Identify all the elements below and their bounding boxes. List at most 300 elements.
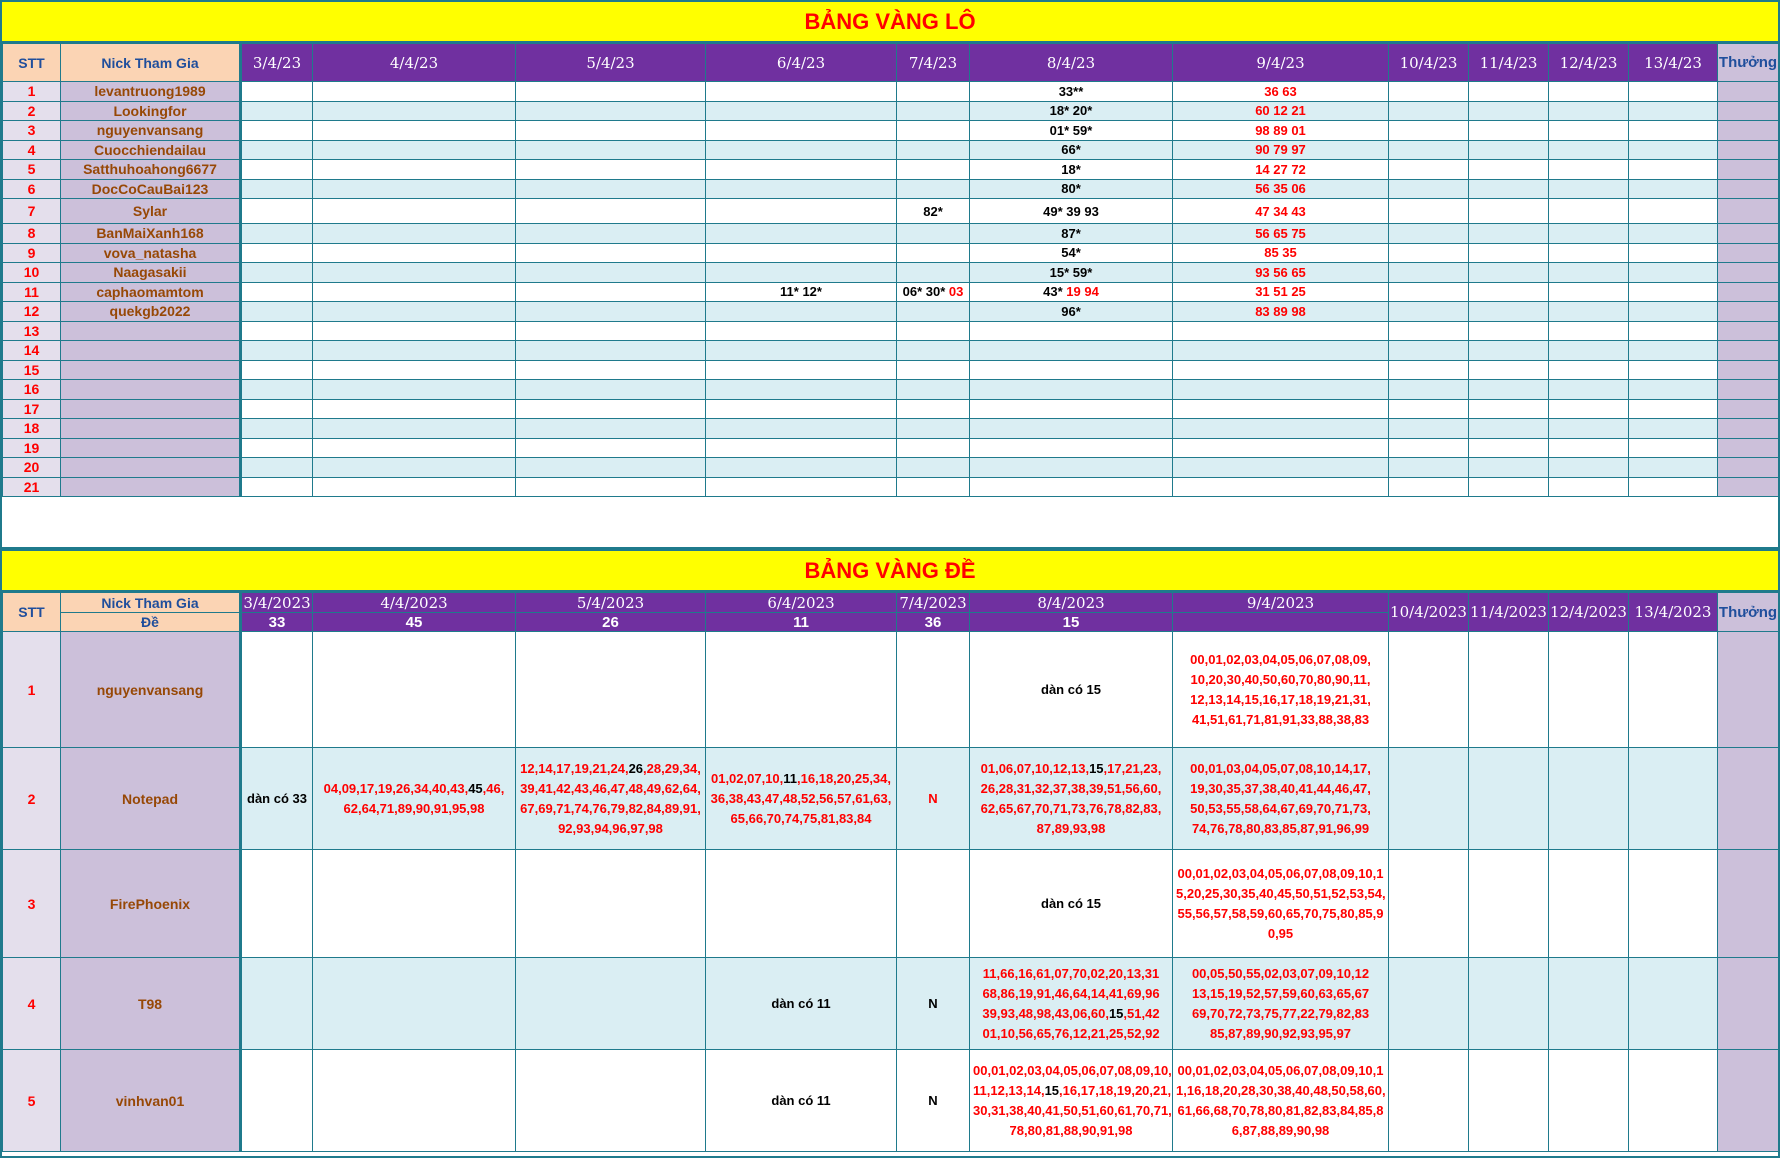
entry-cell [1389, 321, 1469, 341]
stt-cell: 5 [3, 160, 61, 180]
entry-cell [241, 101, 313, 121]
entry-cell [1469, 419, 1549, 439]
nick-cell [61, 321, 241, 341]
stt-cell: 19 [3, 438, 61, 458]
stt-cell: 14 [3, 341, 61, 361]
date-header: 6/4/23 [706, 44, 897, 82]
de-result-value: 36 [897, 613, 970, 632]
entry-cell [1469, 302, 1549, 322]
entry-cell [241, 321, 313, 341]
entry-cell [1629, 458, 1718, 478]
entry-cell [706, 243, 897, 263]
lo-header-row [3, 44, 1779, 82]
entry-cell [706, 380, 897, 400]
entry-cell [1173, 321, 1389, 341]
entry-cell [313, 958, 516, 1050]
entry-cell [897, 82, 970, 102]
entry-cell [313, 341, 516, 361]
nick-cell: Satthuhoahong6677 [61, 160, 241, 180]
stt-cell: 3 [3, 850, 61, 958]
entry-cell [241, 179, 313, 199]
entry-cell [1629, 101, 1718, 121]
date-header: 9/4/2023 [1173, 593, 1389, 613]
entry-cell [241, 1050, 313, 1152]
entry-cell [241, 360, 313, 380]
number-text: 12,14,17,19,21,24, [520, 760, 629, 776]
entry-cell: N [897, 748, 970, 850]
entry-cell [1549, 419, 1629, 439]
number-list-cell [1173, 1050, 1389, 1152]
entry-cell [706, 458, 897, 478]
entry-cell [1549, 224, 1629, 244]
lo-sheet [0, 0, 1780, 549]
number-list-cell [706, 748, 897, 850]
entry-cell [313, 82, 516, 102]
entry-cell [1549, 399, 1629, 419]
entry-cell [1629, 399, 1718, 419]
entry-cell [516, 101, 706, 121]
entry-cell [1389, 302, 1469, 322]
number-line: 13,15,19,52,57,59,60,63,65,67 [1191, 985, 1370, 1001]
number-text: 39,93,48,98,43,06,60, [982, 1005, 1109, 1021]
entry-cell [970, 321, 1173, 341]
entry-cell [1469, 243, 1549, 263]
entry-cell [706, 341, 897, 361]
entry-cell [1173, 263, 1389, 283]
entry-text: 87* [1061, 225, 1081, 241]
thuong-cell [1718, 179, 1779, 199]
entry-cell [970, 341, 1173, 361]
entry-cell [1173, 380, 1389, 400]
entry-cell [1629, 263, 1718, 283]
number-line: 0,95 [1267, 925, 1294, 941]
entry-cell [706, 179, 897, 199]
entry-cell [241, 632, 313, 748]
de-row [3, 632, 1779, 748]
nick-cell: vinhvan01 [61, 1050, 241, 1152]
stt-cell: 15 [3, 360, 61, 380]
entry-cell [1469, 1050, 1549, 1152]
lo-row [3, 179, 1779, 199]
nick-cell: quekgb2022 [61, 302, 241, 322]
entry-cell [1389, 380, 1469, 400]
nick-cell: DocCoCauBai123 [61, 179, 241, 199]
entry-cell [516, 140, 706, 160]
lo-row [3, 199, 1779, 224]
entry-cell [313, 199, 516, 224]
entry-cell [241, 380, 313, 400]
lo-row [3, 140, 1779, 160]
thuong-cell [1718, 850, 1779, 958]
entry-cell [1389, 243, 1469, 263]
number-line: 85,87,89,90,92,93,95,97 [1210, 1025, 1351, 1041]
entry-cell [1389, 121, 1469, 141]
entry-cell [1549, 360, 1629, 380]
date-header: 4/4/23 [313, 44, 516, 82]
entry-cell [897, 263, 970, 283]
thuong-cell [1718, 224, 1779, 244]
lo-row [3, 263, 1779, 283]
entry-cell [1389, 748, 1469, 850]
entry-cell [241, 477, 313, 497]
nick-cell [61, 419, 241, 439]
number-text: ,28,29,34, [643, 760, 701, 776]
entry-cell [1173, 477, 1389, 497]
entry-cell [516, 302, 706, 322]
entry-cell [1549, 341, 1629, 361]
number-line: 00,01,02,03,04,05,06,07,08,09, [1190, 651, 1371, 667]
nick-cell: Sylar [61, 199, 241, 224]
entry-cell [313, 263, 516, 283]
entry-cell [1549, 101, 1629, 121]
entry-cell [516, 179, 706, 199]
entry-text: 56 65 75 [1255, 225, 1306, 241]
nick-cell: levantruong1989 [61, 82, 241, 102]
entry-cell [1173, 160, 1389, 180]
de-row [3, 748, 1779, 850]
entry-text: 11* 12* [780, 284, 822, 300]
entry-cell [1469, 101, 1549, 121]
entry-cell [241, 199, 313, 224]
entry-cell [897, 243, 970, 263]
stt-cell: 20 [3, 458, 61, 478]
entry-cell [1629, 302, 1718, 322]
entry-cell [1389, 160, 1469, 180]
entry-cell [241, 458, 313, 478]
nick-header: Nick Tham Gia [61, 44, 241, 82]
stt-cell: 18 [3, 419, 61, 439]
entry-cell [897, 477, 970, 497]
entry-cell [1629, 477, 1718, 497]
entry-cell [1469, 380, 1549, 400]
lo-row [3, 302, 1779, 322]
entry-cell [1173, 302, 1389, 322]
number-line: 87,89,93,98 [1036, 820, 1106, 836]
de-header-row [3, 593, 1779, 613]
entry-cell [1549, 82, 1629, 102]
number-text: ,16,18,20,25,34, [797, 770, 892, 786]
nick-cell: FirePhoenix [61, 850, 241, 958]
entry-cell [1469, 160, 1549, 180]
entry-text: 66* [1061, 142, 1081, 158]
entry-cell [897, 160, 970, 180]
nick-cell: Cuocchiendailau [61, 140, 241, 160]
entry-cell [970, 140, 1173, 160]
entry-cell [1629, 380, 1718, 400]
entry-cell [1549, 458, 1629, 478]
lo-row [3, 438, 1779, 458]
de-result-value [1173, 613, 1389, 632]
de-result-value: 15 [970, 613, 1173, 632]
entry-text: 90 79 97 [1255, 142, 1306, 158]
entry-cell [1469, 850, 1549, 958]
entry-cell [897, 121, 970, 141]
entry-cell [897, 399, 970, 419]
number-text: ,46, [482, 780, 505, 796]
thuong-cell [1718, 958, 1779, 1050]
lo-row [3, 121, 1779, 141]
entry-cell [1173, 82, 1389, 102]
entry-cell: dàn có 33 [241, 748, 313, 850]
entry-cell [706, 224, 897, 244]
entry-cell [1389, 341, 1469, 361]
number-text: ,17,21,23, [1103, 760, 1162, 776]
entry-text: 33** [1058, 83, 1084, 99]
entry-cell [897, 224, 970, 244]
entry-cell [706, 632, 897, 748]
nick-cell: nguyenvansang [61, 121, 241, 141]
entry-cell [1389, 438, 1469, 458]
thuong-cell [1718, 419, 1779, 439]
entry-cell [706, 121, 897, 141]
entry-cell [516, 419, 706, 439]
entry-cell [1389, 82, 1469, 102]
date-header: 10/4/23 [1389, 44, 1469, 82]
de-result-value: 26 [516, 613, 706, 632]
number-hit: 15 [1108, 1005, 1124, 1021]
stt-cell: 10 [3, 263, 61, 283]
entry-text: 14 27 72 [1255, 161, 1306, 177]
entry-cell [1173, 399, 1389, 419]
entry-cell [241, 160, 313, 180]
entry-text: 54* [1061, 245, 1081, 261]
entry-cell [1173, 179, 1389, 199]
entry-cell [1389, 958, 1469, 1050]
entry-cell [1389, 458, 1469, 478]
number-line: 00,05,50,55,02,03,07,09,10,12 [1191, 965, 1370, 981]
entry-cell [516, 399, 706, 419]
entry-cell [706, 360, 897, 380]
thuong-cell [1718, 243, 1779, 263]
entry-text: 56 35 06 [1255, 181, 1306, 197]
date-header: 7/4/2023 [897, 593, 970, 613]
number-line: 74,76,78,80,83,85,87,91,96,99 [1191, 820, 1370, 836]
number-line: 6,87,88,89,90,98 [1231, 1122, 1330, 1138]
number-line: 19,30,35,37,38,40,41,44,46,47, [1190, 780, 1371, 796]
number-list-cell [970, 958, 1173, 1050]
entry-cell [1173, 199, 1389, 224]
nick-cell [61, 399, 241, 419]
entry-cell [970, 179, 1173, 199]
entry-cell [516, 224, 706, 244]
stt-cell: 7 [3, 199, 61, 224]
entry-cell [1629, 160, 1718, 180]
entry-cell: N [897, 958, 970, 1050]
entry-cell [516, 458, 706, 478]
entry-cell [1629, 360, 1718, 380]
number-list-cell [970, 1050, 1173, 1152]
entry-cell [1549, 199, 1629, 224]
stt-cell: 13 [3, 321, 61, 341]
number-line: 00,01,02,03,04,05,06,07,08,09,10,1 [1177, 865, 1384, 881]
entry-cell [1469, 438, 1549, 458]
entry-cell [970, 458, 1173, 478]
entry-cell [516, 160, 706, 180]
date-header: 8/4/23 [970, 44, 1173, 82]
entry-cell [1629, 958, 1718, 1050]
stt-cell: 11 [3, 282, 61, 302]
thuong-cell [1718, 282, 1779, 302]
entry-cell [241, 399, 313, 419]
entry-cell [706, 419, 897, 439]
entry-cell [1469, 399, 1549, 419]
entry-cell [1469, 632, 1549, 748]
stt-cell: 16 [3, 380, 61, 400]
date-header: 4/4/2023 [313, 593, 516, 613]
entry-cell [897, 101, 970, 121]
entry-cell [970, 282, 1173, 302]
entry-cell [1469, 282, 1549, 302]
lo-row [3, 224, 1779, 244]
entry-cell [1629, 632, 1718, 748]
number-text: 04,09,17,19,26,34,40,43, [323, 780, 469, 796]
thuong-cell [1718, 748, 1779, 850]
lo-row [3, 341, 1779, 361]
entry-cell [1549, 477, 1629, 497]
stt-cell: 3 [3, 121, 61, 141]
entry-cell [897, 140, 970, 160]
entry-cell [516, 321, 706, 341]
number-line: 62,64,71,89,90,91,95,98 [343, 800, 485, 816]
entry-cell [706, 302, 897, 322]
entry-text: 85 35 [1264, 245, 1297, 261]
nick-cell: Notepad [61, 748, 241, 850]
lo-title: BẢNG VÀNG LÔ [2, 2, 1778, 43]
entry-cell [1389, 477, 1469, 497]
entry-cell [1469, 360, 1549, 380]
thuong-cell [1718, 121, 1779, 141]
number-list-cell [970, 748, 1173, 850]
entry-text: 93 56 65 [1255, 264, 1306, 280]
thuong-cell [1718, 321, 1779, 341]
thuong-cell [1718, 160, 1779, 180]
entry-cell: dàn có 15 [970, 632, 1173, 748]
date-header: 7/4/23 [897, 44, 970, 82]
de-title: BẢNG VÀNG ĐỀ [2, 551, 1778, 592]
entry-cell [313, 224, 516, 244]
entry-cell [1469, 82, 1549, 102]
entry-cell [706, 140, 897, 160]
entry-cell [313, 140, 516, 160]
date-header: 11/4/23 [1469, 44, 1549, 82]
thuong-cell [1718, 341, 1779, 361]
entry-cell [1549, 438, 1629, 458]
stt-cell: 6 [3, 179, 61, 199]
entry-cell [1469, 179, 1549, 199]
entry-cell [1469, 121, 1549, 141]
entry-cell [1629, 140, 1718, 160]
number-text: ,16,17,18,19,20,21, [1059, 1082, 1172, 1098]
nick-cell: nguyenvansang [61, 632, 241, 748]
entry-cell [1549, 263, 1629, 283]
entry-cell [1629, 850, 1718, 958]
entry-cell [706, 399, 897, 419]
stt-cell: 4 [3, 958, 61, 1050]
entry-cell [970, 399, 1173, 419]
nick-cell [61, 380, 241, 400]
nick-cell [61, 458, 241, 478]
entry-cell [313, 438, 516, 458]
nick-cell [61, 438, 241, 458]
thuong-cell [1718, 632, 1779, 748]
entry-cell [897, 850, 970, 958]
entry-cell [897, 341, 970, 361]
entry-cell [1389, 1050, 1469, 1152]
entry-cell [516, 1050, 706, 1152]
entry-cell [241, 438, 313, 458]
thuong-cell [1718, 458, 1779, 478]
entry-cell [241, 419, 313, 439]
de-result-value: 11 [706, 613, 897, 632]
entry-cell [313, 632, 516, 748]
number-line: 00,01,03,04,05,07,08,10,14,17, [1190, 760, 1371, 776]
entry-cell [241, 958, 313, 1050]
nick-cell: BanMaiXanh168 [61, 224, 241, 244]
entry-cell [1629, 341, 1718, 361]
number-line: 30,31,38,40,41,50,51,60,61,70,71, [973, 1102, 1172, 1118]
entry-text-red: 19 94 [1066, 284, 1099, 300]
entry-cell [1389, 419, 1469, 439]
date-header: 13/4/2023 [1629, 593, 1718, 632]
entry-cell [1469, 140, 1549, 160]
entry-cell [1629, 243, 1718, 263]
entry-cell [970, 160, 1173, 180]
number-line: 36,38,43,47,48,52,56,57,61,63, [710, 790, 892, 806]
thuong-cell [1718, 1050, 1779, 1152]
date-header: 3/4/2023 [241, 593, 313, 613]
number-hit: 26 [628, 760, 644, 776]
nick-cell: T98 [61, 958, 241, 1050]
lo-row [3, 101, 1779, 121]
number-line: 78,80,81,88,90,91,98 [1009, 1122, 1133, 1138]
entry-cell [516, 360, 706, 380]
entry-cell [1629, 748, 1718, 850]
de-row [3, 850, 1779, 958]
entry-cell [1549, 282, 1629, 302]
entry-cell [1469, 321, 1549, 341]
thuong-cell [1718, 101, 1779, 121]
number-list-cell [516, 748, 706, 850]
entry-cell [1549, 1050, 1629, 1152]
stt-cell: 2 [3, 748, 61, 850]
entry-cell [1389, 179, 1469, 199]
number-text: 01,02,07,10, [710, 770, 784, 786]
number-list-cell [313, 748, 516, 850]
de-table [2, 592, 1779, 1152]
entry-cell [1389, 224, 1469, 244]
lo-table [2, 43, 1779, 497]
lo-row [3, 380, 1779, 400]
entry-cell [1469, 958, 1549, 1050]
stt-cell: 5 [3, 1050, 61, 1152]
entry-cell [516, 958, 706, 1050]
entry-text: 47 34 43 [1255, 203, 1306, 219]
entry-cell [897, 380, 970, 400]
entry-cell [1629, 179, 1718, 199]
stt-cell: 9 [3, 243, 61, 263]
entry-cell [1173, 458, 1389, 478]
entry-cell [1549, 140, 1629, 160]
nick-cell: caphaomamtom [61, 282, 241, 302]
entry-cell [516, 199, 706, 224]
stt-cell: 12 [3, 302, 61, 322]
entry-cell [313, 360, 516, 380]
entry-cell [1173, 282, 1389, 302]
entry-cell [1629, 1050, 1718, 1152]
entry-cell [313, 380, 516, 400]
date-header: 11/4/2023 [1469, 593, 1549, 632]
entry-cell [241, 263, 313, 283]
